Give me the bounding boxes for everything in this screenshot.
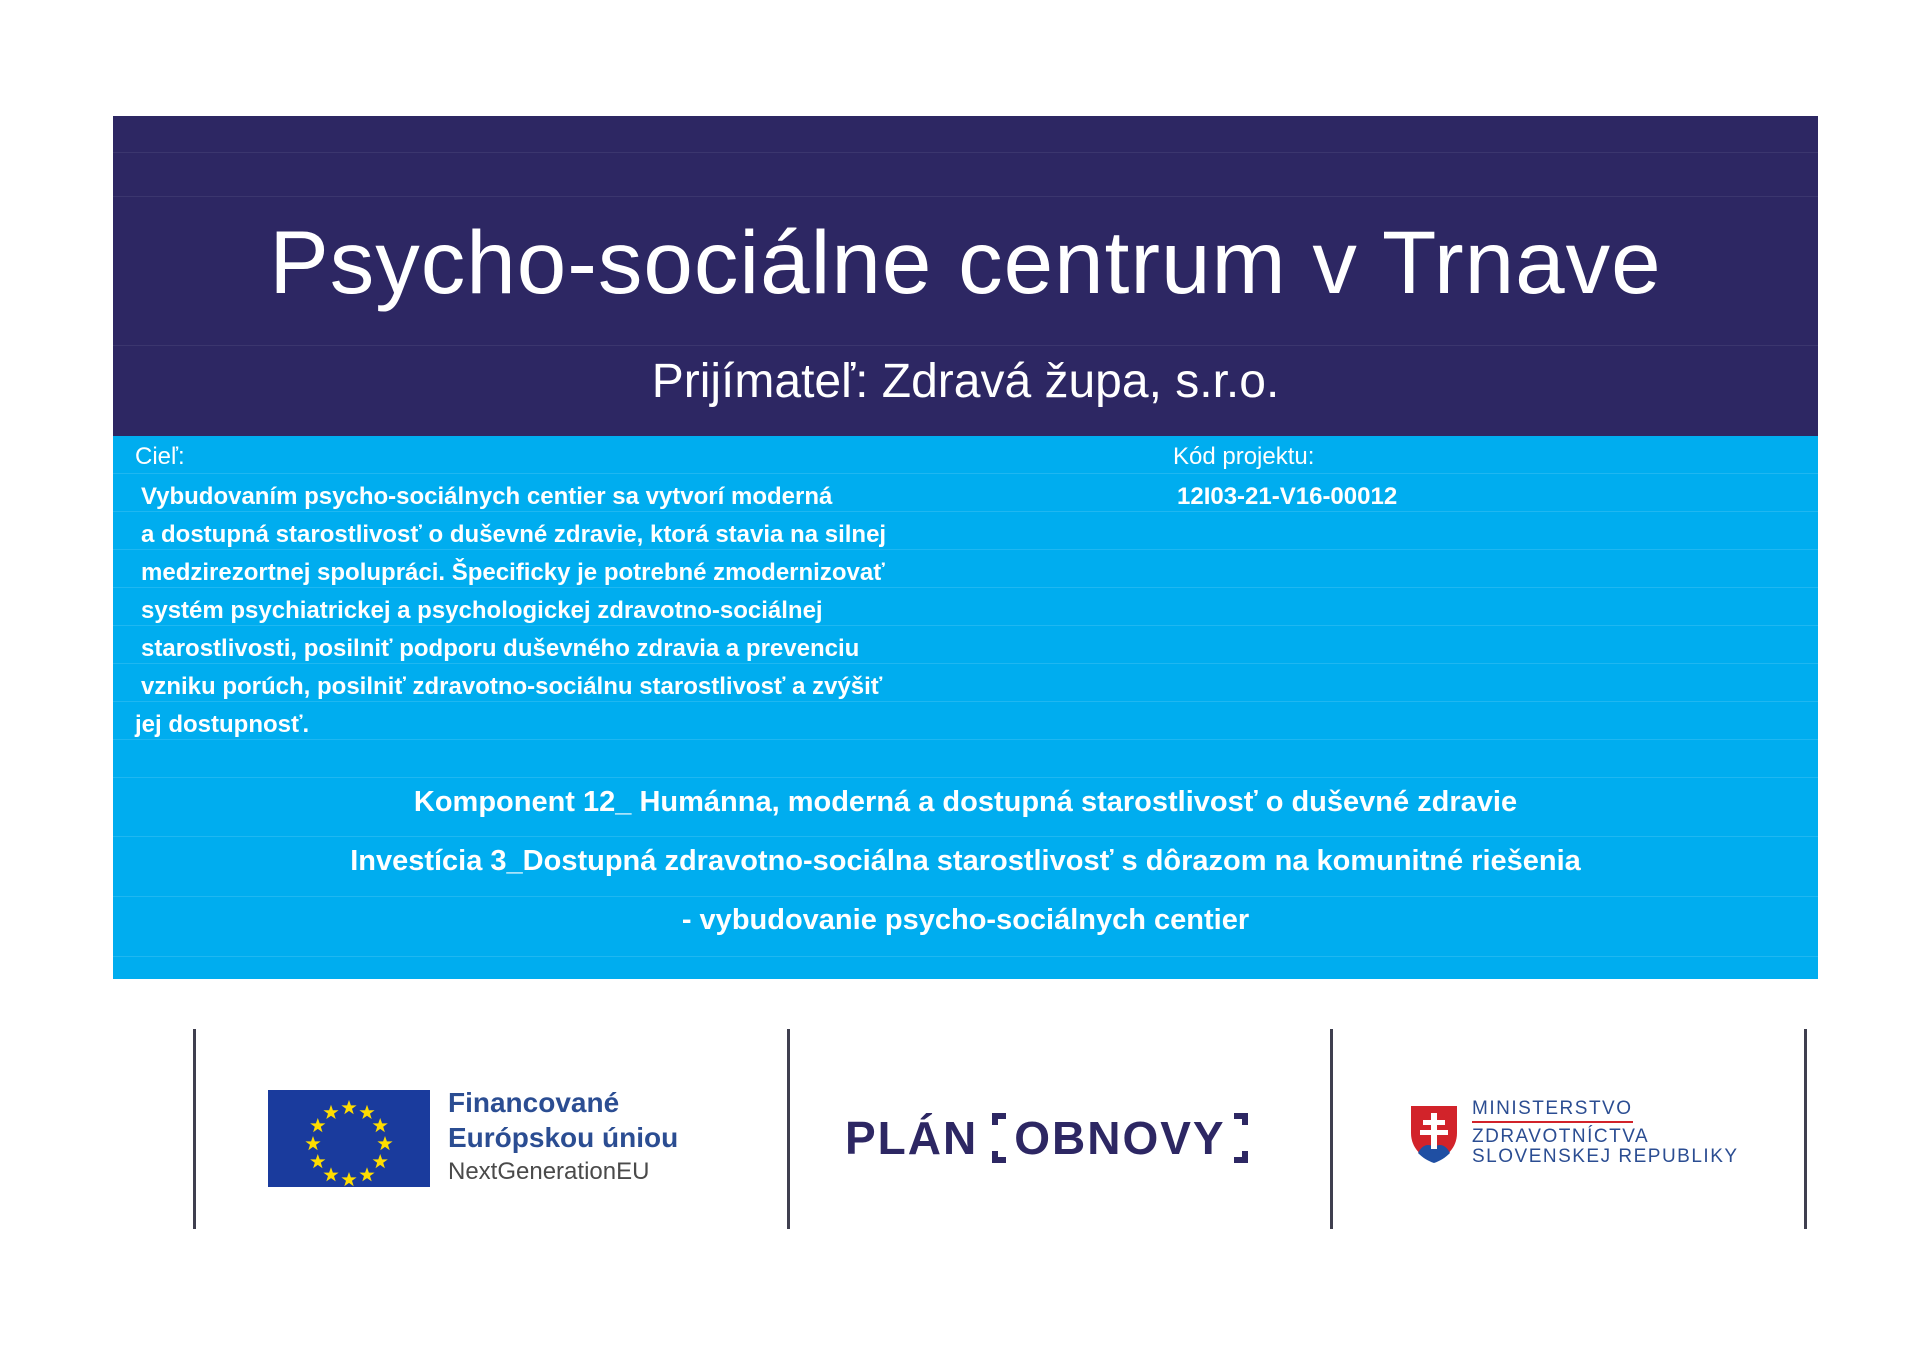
goal-line: systém psychiatrickej a psychologickej zdravotno-sociálnej (141, 597, 823, 624)
coat-of-arms-svg (1408, 1103, 1460, 1165)
bracket-left-icon (992, 1113, 1006, 1163)
ministry-text (1472, 1099, 1739, 1167)
goal-line: vzniku porúch, posilniť zdravotno-sociálnu starostlivosť a zvýšiť (141, 673, 883, 700)
divider (113, 956, 1818, 957)
divider (113, 777, 1818, 778)
divider (113, 836, 1818, 837)
component-line: Komponent 12_ Humánna, moderná a dostupná starostlivosť o duševné zdravie (413, 786, 1518, 818)
plan-word: PLÁN (845, 1112, 979, 1164)
page-title: Psycho-sociálne centrum v Trnave (269, 212, 1662, 312)
plan-obnovy-logo (845, 1103, 1248, 1173)
divider (113, 345, 1818, 346)
obnovy-word: OBNOVY (1014, 1112, 1226, 1164)
project-code-value: 12I03-21-V16-00012 (1177, 483, 1398, 510)
info-panel (113, 436, 1818, 979)
eu-funding-line1: Financované (448, 1087, 620, 1118)
goal-text (135, 478, 887, 744)
investment-subline: - vybudovanie psycho-sociálnych centier (681, 904, 1250, 936)
eu-funding-line3: NextGenerationEU (448, 1158, 650, 1185)
divider (193, 1029, 196, 1229)
ministry-line1: MINISTERSTVO (1472, 1099, 1633, 1123)
project-board (113, 116, 1818, 979)
divider (113, 196, 1818, 197)
goal-line: starostlivosti, posilniť podporu duševného zdravia a prevenciu (141, 635, 860, 662)
eu-flag-svg (268, 1090, 430, 1187)
divider (113, 896, 1818, 897)
ministry-line3: SLOVENSKEJ REPUBLIKY (1472, 1146, 1739, 1167)
eu-funding-text (448, 1085, 678, 1189)
divider (1330, 1029, 1333, 1229)
recipient-line: Prijímateľ: Zdravá župa, s.r.o. (651, 355, 1280, 408)
slovak-coat-of-arms-icon (1408, 1103, 1460, 1165)
eu-stars (305, 1100, 392, 1186)
project-code-label: Kód projektu: (1173, 443, 1315, 470)
goal-line: jej dostupnosť. (135, 711, 310, 738)
logo-strip (0, 1025, 1920, 1235)
eu-flag-icon (268, 1090, 430, 1187)
divider (113, 473, 1818, 474)
goal-label: Cieľ: (135, 443, 185, 470)
divider (113, 152, 1818, 153)
goal-line: a dostupná starostlivosť o duševné zdravie, ktorá stavia na silnej (141, 521, 887, 548)
ministry-line2: ZDRAVOTNÍCTVA (1472, 1126, 1650, 1147)
investment-line: Investícia 3_Dostupná zdravotno-sociálna starostlivosť s dôrazom na komunitné riešenia (350, 845, 1581, 877)
goal-line: medzirezortnej spolupráci. Špecificky je potrebné zmodernizovať (141, 559, 885, 586)
header-panel (113, 116, 1818, 436)
bracket-right-icon (1234, 1113, 1248, 1163)
eu-funding-line2: Európskou úniou (448, 1122, 679, 1153)
divider (787, 1029, 790, 1229)
divider (1804, 1029, 1807, 1229)
goal-line: Vybudovaním psycho-sociálnych centier sa vytvorí moderná (141, 483, 833, 510)
